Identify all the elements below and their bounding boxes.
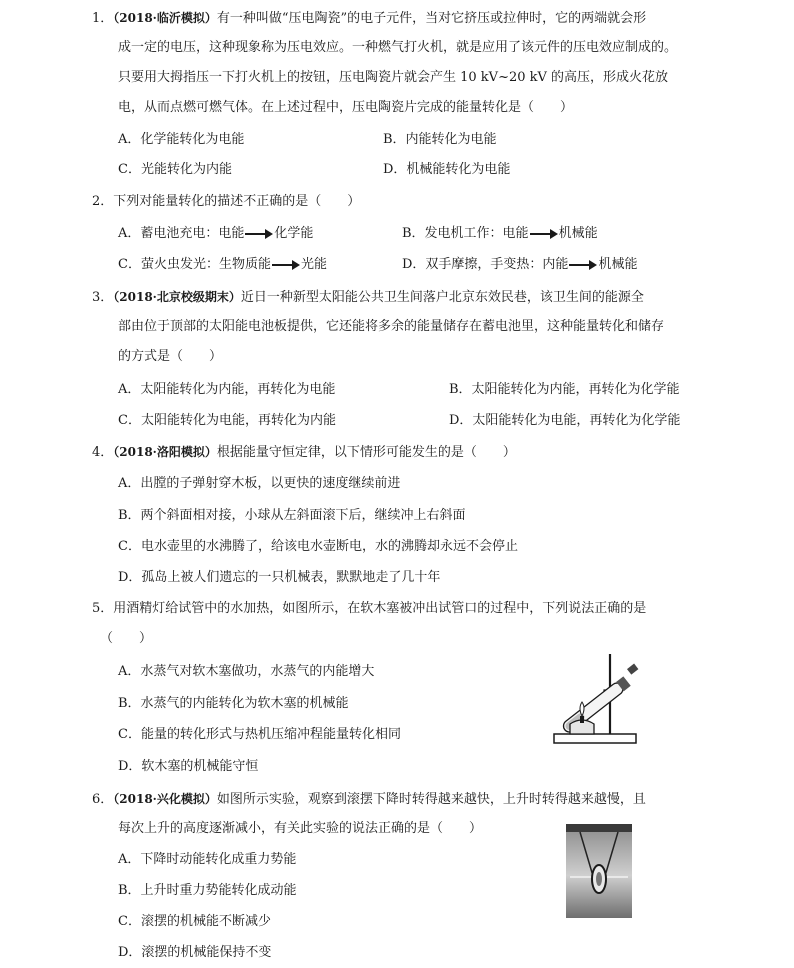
option-text: 光能 bbox=[300, 257, 327, 272]
q1-option-c: C．光能转化为内能 bbox=[118, 162, 232, 177]
question-number: 5． bbox=[92, 601, 114, 616]
question-number: 1． bbox=[92, 11, 114, 26]
question-2-stem bbox=[92, 192, 360, 212]
q3-option-a: A．太阳能转化为内能，再转化为电能 bbox=[118, 382, 336, 397]
question-text: 近日一种新型太阳能公共卫生间落户北京东效民巷，该卫生间的能源全 bbox=[240, 290, 644, 305]
question-text: 下列对能量转化的描述不正确的是（ ） bbox=[113, 194, 361, 209]
option-text: 机械能 bbox=[558, 226, 598, 241]
q2-option-b bbox=[402, 224, 598, 244]
question-1-line-3: 只要用大拇指压一下打火机上的按钮，压电陶瓷片就会产生 10 kV~20 kV 的高压，形成火花放 bbox=[118, 70, 669, 85]
question-3-line-2: 部由位于顶部的太阳能电池板提供，它还能将多余的能量储存在蓄电池里，这种能量转化和储存 bbox=[118, 319, 665, 334]
q6-option-b: B．上升时重力势能转化成动能 bbox=[118, 883, 297, 898]
question-source: （2018·北京校级期末） bbox=[113, 290, 241, 304]
q5-option-c: C．能量的转化形式与热机压缩冲程能量转化相同 bbox=[118, 727, 401, 742]
q1-option-d: D．机械能转化为电能 bbox=[383, 162, 511, 177]
question-source: （2018·兴化模拟） bbox=[113, 792, 217, 806]
q6-option-d: D．滚摆的机械能保持不变 bbox=[118, 945, 272, 960]
q5-option-b: B．水蒸气的内能转化为软木塞的机械能 bbox=[118, 696, 349, 711]
question-1-line-2: 成一定的电压，这种现象称为压电效应。一种燃气打火机，就是应用了该元件的压电效应制成的。 bbox=[118, 40, 678, 55]
arrow-icon bbox=[569, 260, 597, 270]
question-text: 用酒精灯给试管中的水加热，如图所示，在软木塞被冲出试管口的过程中，下列说法正确的是 bbox=[113, 601, 647, 616]
q5-option-a: A．水蒸气对软木塞做功，水蒸气的内能增大 bbox=[118, 664, 375, 679]
option-text: A．蓄电池充电：电能 bbox=[118, 226, 245, 241]
q3-option-d: D．太阳能转化为电能，再转化为化学能 bbox=[449, 413, 681, 428]
q3-option-c: C．太阳能转化为电能，再转化为内能 bbox=[118, 413, 336, 428]
question-number: 3． bbox=[92, 290, 114, 305]
q4-option-b: B．两个斜面相对接，小球从左斜面滚下后，继续冲上右斜面 bbox=[118, 508, 466, 523]
q5-option-d: D．软木塞的机械能守恒 bbox=[118, 759, 259, 774]
question-number: 2． bbox=[92, 194, 114, 209]
question-3-line-1 bbox=[92, 287, 644, 308]
question-1-line-1 bbox=[92, 8, 646, 29]
option-text: 化学能 bbox=[274, 226, 314, 241]
q4-option-d: D．孤岛上被人们遗忘的一只机械表，默默地走了几十年 bbox=[118, 570, 441, 585]
question-source: （2018·洛阳模拟） bbox=[113, 445, 217, 459]
question-4-stem bbox=[92, 442, 516, 463]
q3-option-b: B．太阳能转化为内能，再转化为化学能 bbox=[449, 382, 680, 397]
question-text: 根据能量守恒定律，以下情形可能发生的是（ ） bbox=[216, 445, 516, 460]
q1-option-b: B．内能转化为电能 bbox=[383, 132, 497, 147]
question-number: 4． bbox=[92, 445, 114, 460]
option-text: 机械能 bbox=[598, 257, 638, 272]
question-6-line-2: 每次上升的高度逐渐减小，有关此实验的说法正确的是（ ） bbox=[118, 821, 483, 836]
option-text: B．发电机工作：电能 bbox=[402, 226, 529, 241]
question-5-answer-blank: （ ） bbox=[100, 631, 153, 646]
question-6-line-1 bbox=[92, 789, 646, 810]
question-1-line-4: 电，从而点燃可燃气体。在上述过程中，压电陶瓷片完成的能量转化是（ ） bbox=[118, 100, 574, 115]
arrow-icon bbox=[530, 229, 558, 239]
test-tube-apparatus-figure bbox=[548, 650, 658, 746]
q6-option-c: C．滚摆的机械能不断减少 bbox=[118, 914, 271, 929]
q6-option-a: A．下降时动能转化成重力势能 bbox=[118, 852, 297, 867]
question-text: 如图所示实验，观察到滚摆下降时转得越来越快，上升时转得越来越慢，且 bbox=[216, 792, 646, 807]
arrow-icon bbox=[245, 229, 273, 239]
question-5-stem bbox=[92, 599, 646, 619]
q2-option-a bbox=[118, 224, 313, 244]
q4-option-c: C．电水壶里的水沸腾了，给该电水壶断电，水的沸腾却永远不会停止 bbox=[118, 539, 518, 554]
question-number: 6． bbox=[92, 792, 114, 807]
question-text: 有一种叫做“压电陶瓷”的电子元件，当对它挤压或拉伸时，它的两端就会形 bbox=[216, 11, 647, 26]
question-source: （2018·临沂模拟） bbox=[113, 11, 217, 25]
question-3-line-3: 的方式是（ ） bbox=[118, 349, 223, 364]
option-text: D．双手摩擦，手变热：内能 bbox=[402, 257, 569, 272]
q2-option-d bbox=[402, 255, 637, 275]
q4-option-a: A．出膛的子弹射穿木板，以更快的速度继续前进 bbox=[118, 476, 401, 491]
arrow-icon bbox=[272, 260, 300, 270]
rolling-pendulum-figure bbox=[566, 824, 632, 918]
option-text: C．萤火虫发光：生物质能 bbox=[118, 257, 271, 272]
q1-option-a: A．化学能转化为电能 bbox=[118, 132, 245, 147]
q2-option-c bbox=[118, 255, 327, 275]
